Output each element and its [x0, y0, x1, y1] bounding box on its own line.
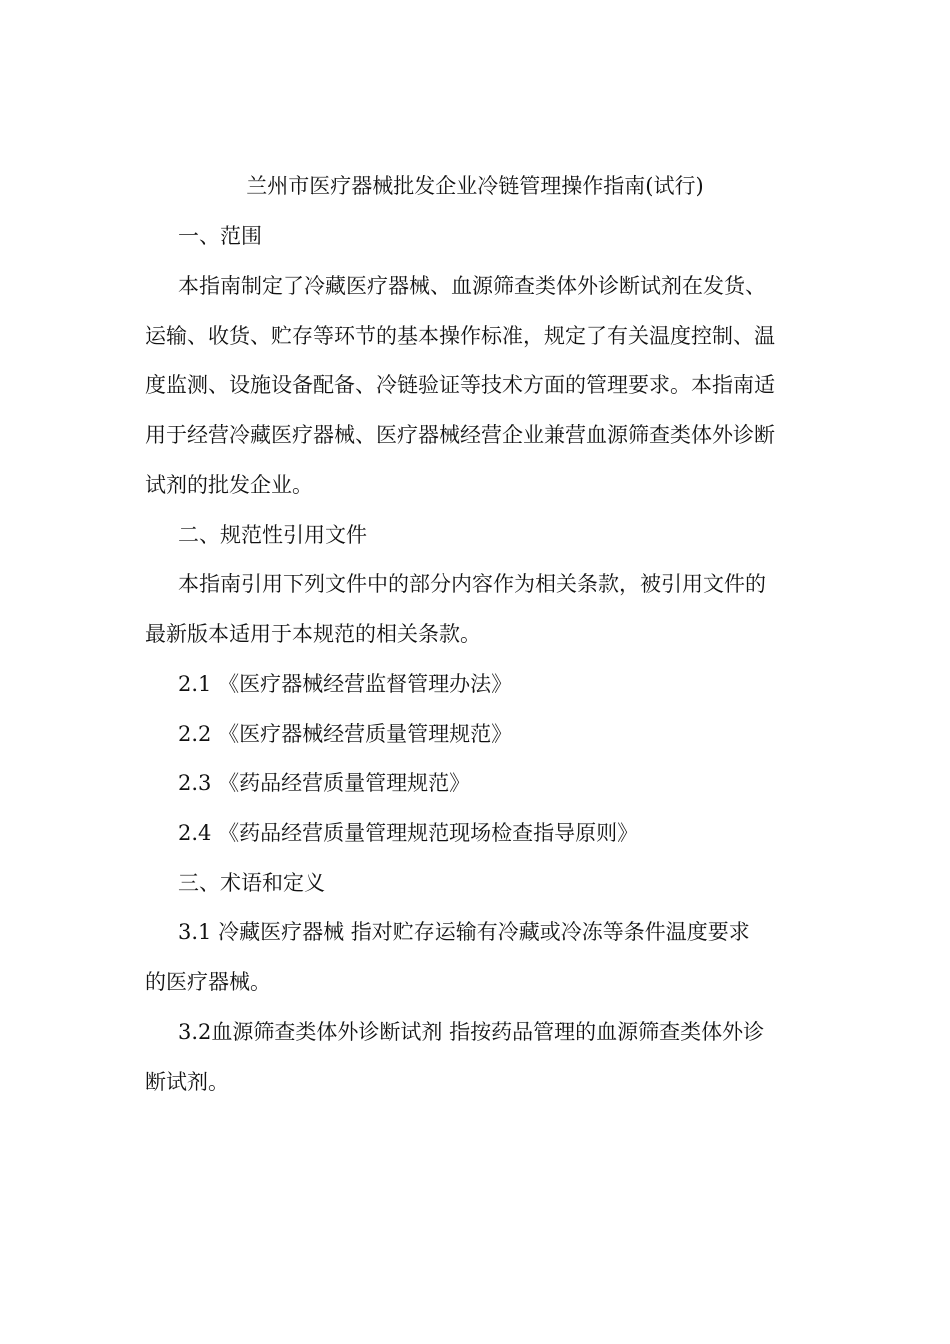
definition-line: 的医疗器械。: [145, 970, 271, 994]
paragraph-line: 本指南引用下列文件中的部分内容作为相关条款，被引用文件的: [178, 572, 766, 596]
definition-line: 断试剂。: [145, 1070, 229, 1094]
definition-line: 3.2血源筛查类体外诊断试剂 指按药品管理的血源筛查类体外诊: [178, 1020, 765, 1044]
section-heading-references: 二、规范性引用文件: [178, 523, 367, 547]
definition-line: 3.1 冷藏医疗器械 指对贮存运输有冷藏或冷冻等条件温度要求: [178, 920, 750, 944]
reference-item: 2.1 《医疗器械经营监督管理办法》: [178, 672, 513, 696]
reference-item: 2.2 《医疗器械经营质量管理规范》: [178, 722, 513, 746]
reference-item: 2.4 《药品经营质量管理规范现场检查指导原则》: [178, 821, 639, 845]
paragraph-line: 运输、收货、贮存等环节的基本操作标准，规定了有关温度控制、温: [145, 324, 775, 348]
paragraph-line: 试剂的批发企业。: [145, 473, 313, 497]
section-heading-scope: 一、范围: [178, 224, 262, 248]
paragraph-line: 本指南制定了冷藏医疗器械、血源筛查类体外诊断试剂在发货、: [178, 274, 766, 298]
reference-item: 2.3 《药品经营质量管理规范》: [178, 771, 471, 795]
document-title: 兰州市医疗器械批发企业冷链管理操作指南(试行): [246, 174, 704, 198]
section-heading-definitions: 三、术语和定义: [178, 871, 325, 895]
paragraph-line: 用于经营冷藏医疗器械、医疗器械经营企业兼营血源筛查类体外诊断: [145, 423, 775, 447]
paragraph-line: 度监测、设施设备配备、冷链验证等技术方面的管理要求。本指南适: [145, 373, 775, 397]
paragraph-line: 最新版本适用于本规范的相关条款。: [145, 622, 481, 646]
